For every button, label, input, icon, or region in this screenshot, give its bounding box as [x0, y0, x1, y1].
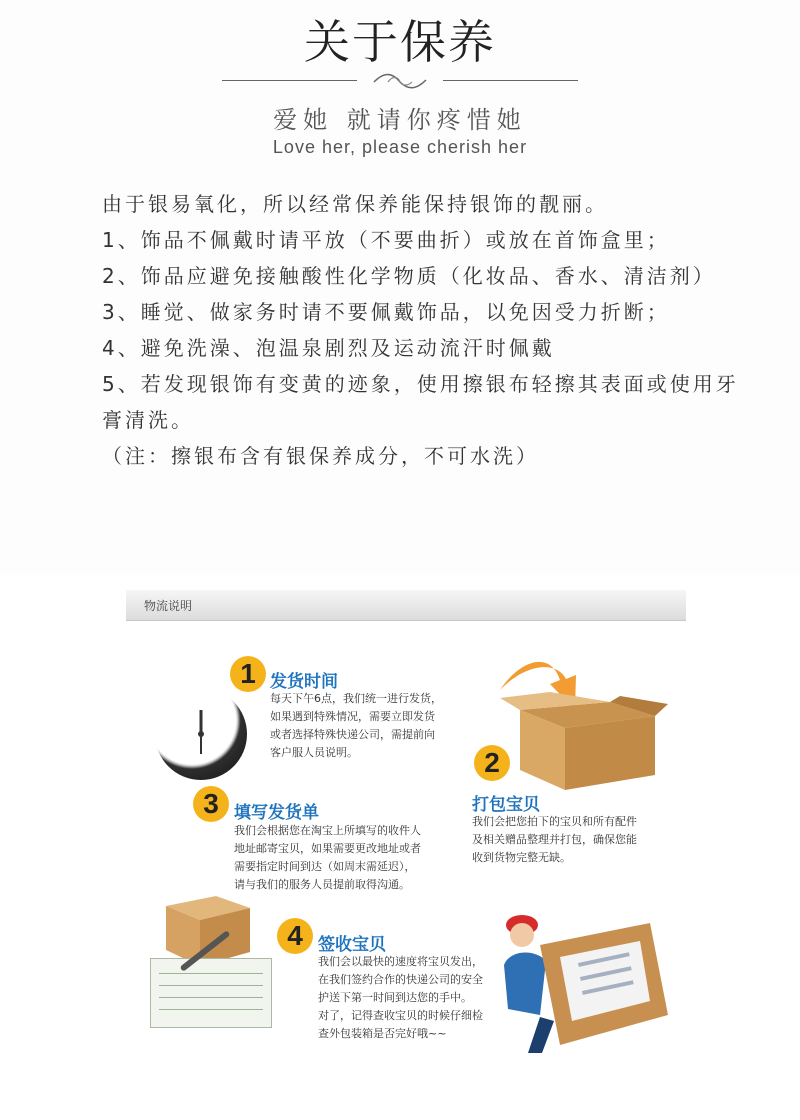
step-1-title: 发货时间	[270, 672, 338, 692]
courier-icon	[500, 905, 670, 1055]
clock-icon	[155, 688, 247, 780]
step-3-line: 请与我们的服务人员提前取得沟通。	[234, 878, 410, 891]
divider-left	[222, 80, 357, 81]
subtitle-english: Love her, please cherish her	[272, 137, 528, 157]
care-instructions	[102, 186, 742, 474]
step-3-title: 填写发货单	[234, 803, 319, 823]
step-1-line: 如果遇到特殊情况，需要立即发货	[270, 710, 435, 723]
care-line: 3、睡觉、做家务时请不要佩戴饰品，以免因受力折断；	[102, 300, 670, 324]
step-4-text	[318, 953, 483, 1043]
step-4-title: 签收宝贝	[318, 935, 386, 955]
step-2-number: 2	[474, 745, 510, 781]
step-1-number: 1	[230, 656, 266, 692]
divider-right	[443, 80, 578, 81]
step-1-text	[270, 690, 442, 762]
step-3-text	[234, 822, 421, 894]
step-4-number: 4	[277, 918, 313, 954]
step-4-line: 护送下第一时间到达您的手中。	[318, 991, 472, 1004]
step-4-line: 查外包装箱是否完好哦~~	[318, 1027, 447, 1040]
step-1-line: 每天下午6点，我们统一进行发货，	[270, 692, 442, 705]
care-line: 5、若发现银饰有变黄的迹象，使用擦银布轻擦其表面或使用牙膏清洗。	[102, 372, 739, 432]
step-3-line: 需要指定时间到达（如周末需延迟），	[234, 860, 416, 873]
shipping-header	[126, 590, 686, 621]
shipping-header-label: 物流说明	[144, 599, 193, 613]
care-line: 2、饰品应避免接触酸性化学物质（化妆品、香水、清洁剂）	[102, 264, 716, 288]
care-title: 关于保养	[304, 15, 496, 69]
step-2-text	[472, 813, 637, 867]
step-4-line: 我们会以最快的速度将宝贝发出，	[318, 955, 483, 968]
step-1-line: 客户服人员说明。	[270, 746, 358, 759]
ornament-icon	[370, 70, 430, 92]
care-line: 1、饰品不佩戴时请平放（不要曲折）或放在首饰盒里；	[102, 228, 670, 252]
step-3-line: 我们会根据您在淘宝上所填写的收件人	[234, 824, 421, 837]
step-2-line: 收到货物完整无缺。	[472, 851, 571, 864]
step-4-line: 在我们签约合作的快递公司的安全	[318, 973, 483, 986]
subtitle-chinese: 爱她 就请你疼惜她	[273, 106, 527, 134]
step-2-line: 我们会把您拍下的宝贝和所有配件	[472, 815, 637, 828]
step-2-line: 及相关赠品整理并打包，确保您能	[472, 833, 637, 846]
step-3-line: 地址邮寄宝贝，如果需要更改地址或者	[234, 842, 421, 855]
care-line: （注：擦银布含有银保养成分，不可水洗）	[102, 444, 539, 468]
step-3-number: 3	[193, 786, 229, 822]
care-line: 由于银易氧化，所以经常保养能保持银饰的靓丽。	[102, 192, 608, 216]
closed-box-icon	[158, 888, 258, 968]
step-1-line: 或者选择特殊快递公司，需提前向	[270, 728, 435, 741]
shipping-form-icon	[150, 958, 272, 1028]
care-line: 4、避免洗澡、泡温泉剧烈及运动流汗时佩戴	[102, 336, 555, 360]
step-4-line: 对了，记得查收宝贝的时候仔细检	[318, 1009, 483, 1022]
step-2-title: 打包宝贝	[472, 795, 540, 815]
